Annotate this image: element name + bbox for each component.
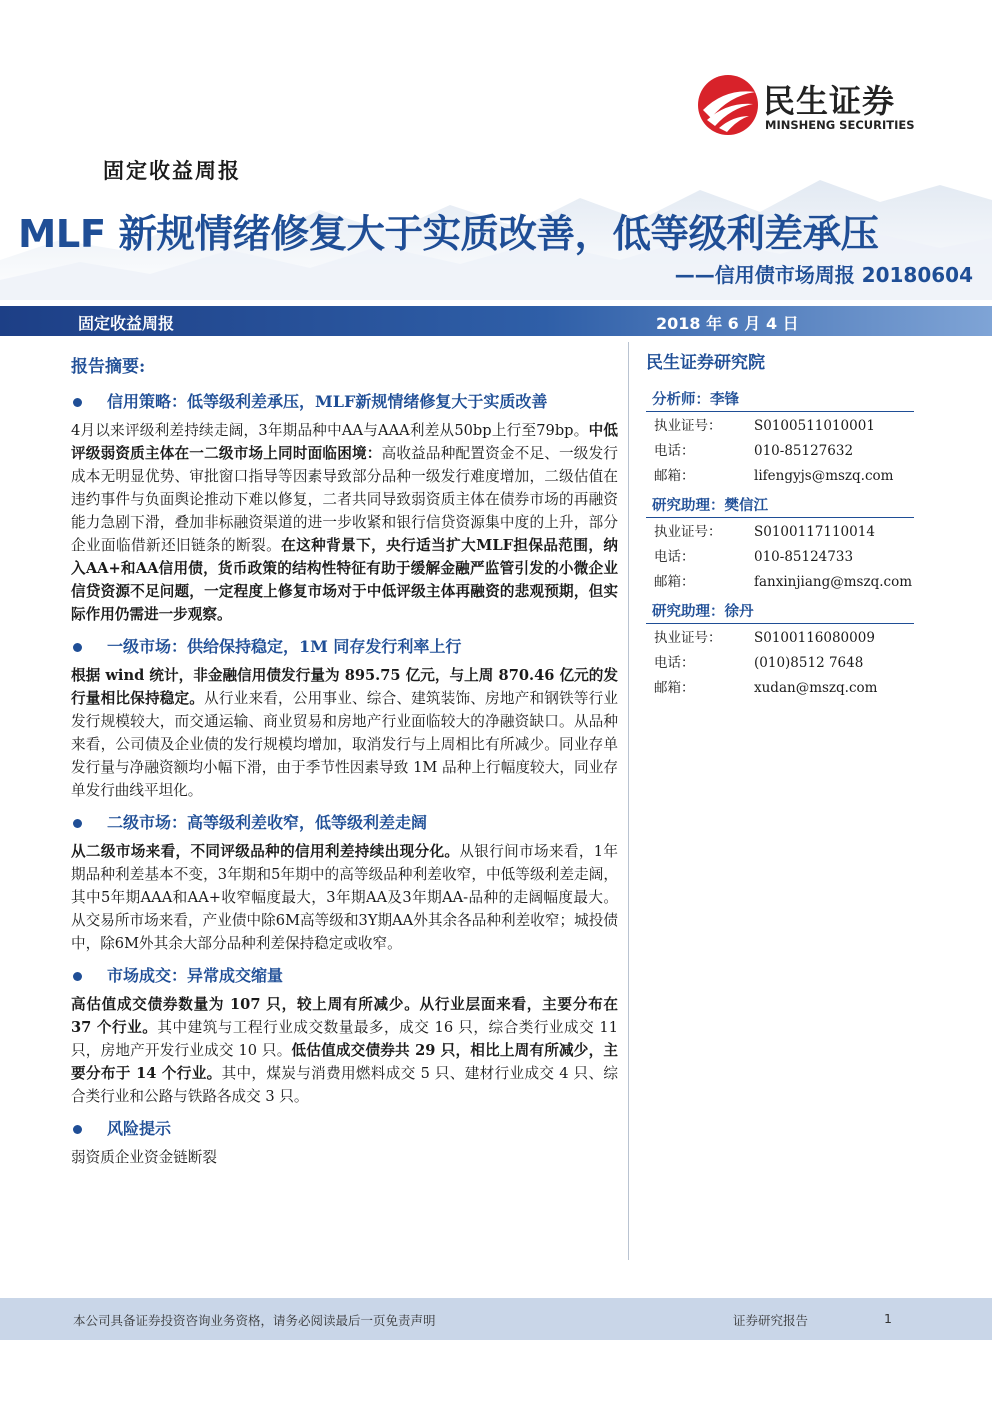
section-heading: [71, 389, 618, 415]
section-heading-text: 一级市场：供给保持稳定，1M 同存发行利率上行: [107, 637, 462, 656]
summary-title: 报告摘要:: [71, 357, 146, 377]
phone-row: [646, 439, 914, 464]
header-band: [0, 306, 992, 336]
email-address[interactable]: xudan@mszq.com: [754, 680, 878, 696]
analyst-card: [646, 388, 914, 489]
footer-report-type: 证券研究报告: [733, 1313, 809, 1328]
email-label: 邮箱：: [654, 574, 695, 590]
phone-row: [646, 651, 914, 676]
email-row: [646, 676, 914, 701]
band-category: 固定收益周报: [78, 314, 175, 333]
license-number: S0100511010001: [754, 418, 875, 434]
section-heading: [71, 810, 618, 836]
band-date: 2018 年 6 月 4 日: [656, 314, 799, 333]
section-heading-text: 信用策略：低等级利差承压，MLF新规情绪修复大于实质改善: [107, 392, 548, 411]
phone-label: 电话：: [654, 655, 695, 671]
text-run: 高收益品种配置资金不足、一级发行成本无明显优势、审批窗口指导等因素导致部分品种一级发行难度增加，二级估值在违约事件与负面舆论推动下难以修复，二者共同导致弱资质主体在债券市场的再融资能力急剧下滑，叠加非标融资渠道的进一步收紧和银行信贷资源集中度的上升，部分企业面临借新还旧链条的断裂。: [71, 445, 618, 554]
text-run-bold: 根据 wind 统计，非金融信用债发行量为 895.75 亿元，与上周 870.46 亿元的发行量相比保持稳定。: [71, 667, 618, 707]
analyst-name: 分析师：李锋: [646, 388, 914, 412]
text-run: 其中建筑与工程行业成交数量最多，成交 16 只，综合类行业成交 11 只，房地产开发行业成交 10 只。: [71, 1019, 618, 1059]
email-address[interactable]: lifengyjs@mszq.com: [754, 468, 894, 484]
license-row: [646, 414, 914, 439]
section-heading: [71, 634, 618, 660]
license-row: [646, 626, 914, 651]
report-summary: [71, 352, 618, 1177]
assistant-name: 研究助理：樊信江: [646, 494, 914, 518]
section-heading: [71, 1116, 618, 1142]
phone-number: (010)8512 7648: [754, 655, 864, 671]
section-heading-text: 市场成交：异常成交缩量: [107, 966, 284, 985]
logo-name-cn: 民生证券: [763, 82, 896, 120]
phone-number: 010-85127632: [754, 443, 854, 459]
footer-disclaimer: 本公司具备证券投资咨询业务资格，请务必阅读最后一页免责声明: [73, 1313, 436, 1328]
section-paragraph: [71, 840, 618, 955]
license-number: S0100117110014: [754, 524, 875, 540]
bullet-dot-icon: [73, 819, 82, 828]
text-run: 其中，煤炭与消费用燃料成交 5 只、建材行业成交 4 只、综合类行业和公路与铁路各成交 3 只。: [71, 1065, 618, 1105]
assistant-name: 研究助理：徐丹: [646, 600, 914, 624]
company-logo: [697, 74, 927, 138]
license-label: 执业证号：: [654, 418, 722, 434]
phone-label: 电话：: [654, 549, 695, 565]
text-run: 弱资质企业资金链断裂: [71, 1149, 217, 1166]
assistant-card: [646, 494, 914, 595]
text-run-bold: 中低评级弱资质主体在一二级市场上同时面临困境：: [71, 422, 618, 462]
assistant-card: [646, 600, 914, 701]
bullet-dot-icon: [73, 972, 82, 981]
bullet-dot-icon: [73, 643, 82, 652]
bullet-dot-icon: [73, 1125, 82, 1134]
text-run-bold: 高估值成交债券数量为 107 只，较上周有所减少。从行业层面来看，主要分布在 37 个行业。: [71, 996, 618, 1036]
logo-name-en: MINSHENG SECURITIES: [765, 118, 915, 132]
section-heading: [71, 963, 618, 989]
email-label: 邮箱：: [654, 468, 695, 484]
license-label: 执业证号：: [654, 630, 722, 646]
section-paragraph: [71, 993, 618, 1108]
section-paragraph: [71, 664, 618, 802]
license-label: 执业证号：: [654, 524, 722, 540]
text-run-bold: 从二级市场来看，不同评级品种的信用利差持续出现分化。: [71, 843, 460, 860]
text-run: 从银行间市场来看，1年期品种利差基本不变，3年期和5年期中的高等级品种利差收窄，中低等级利差走阔，其中5年期AAA和AA+收窄幅度最大，3年期AA及3年期AA-品种的走阔幅度最大。从交易所市场来看，产业债中除6M高等级和3Y期AA外其余各品种利差收窄；城投债中，除6M外其余大部分品种利差保持稳定或收窄。: [71, 843, 618, 952]
institute-name: 民生证券研究院: [646, 353, 765, 373]
text-run-bold: 在这种背景下，央行适当扩大MLF担保品范围，纳入AA+和AA信用债，货币政策的结构性特征有助于缓解金融严监管引发的小微企业信贷资源不足问题，一定程度上修复市场对于中低评级主体再融资的悲观预期，但实际作用仍需进一步观察。: [71, 537, 618, 623]
text-run: 4月以来评级利差持续走阔，3年期品种中AA与AAA利差从50bp上行至79bp。: [71, 422, 589, 439]
email-row: [646, 464, 914, 489]
section-heading-text: 二级市场：高等级利差收窄，低等级利差走阔: [107, 813, 428, 832]
column-divider: [628, 342, 629, 1260]
page-footer: [0, 1298, 992, 1340]
email-label: 邮箱：: [654, 680, 695, 696]
report-title: MLF 新规情绪修复大于实质改善，低等级利差承压: [18, 212, 879, 257]
license-number: S0100116080009: [754, 630, 875, 646]
license-row: [646, 520, 914, 545]
text-run: 从行业来看，公用事业、综合、建筑装饰、房地产和钢铁等行业发行规模较大，而交通运输、商业贸易和房地产行业面临较大的净融资缺口。从品种来看，公司债及企业债的发行规模均增加，取消发行与上周相比有所减少。同业存单发行量与净融资额均小幅下滑，由于季节性因素导致 1M 品种上行幅度较大，同业存单发行曲线平坦化。: [71, 690, 618, 799]
email-address[interactable]: fanxinjiang@mszq.com: [754, 574, 913, 590]
research-team: [646, 350, 914, 706]
section-paragraph: [71, 419, 618, 626]
bullet-dot-icon: [73, 398, 82, 407]
phone-number: 010-85124733: [754, 549, 854, 565]
section-heading-text: 风险提示: [107, 1119, 172, 1138]
page-number: 1: [884, 1311, 892, 1326]
phone-label: 电话：: [654, 443, 695, 459]
text-run-bold: 低估值成交债券共 29 只，相比上周有所减少，主要分布于 14 个行业。: [71, 1042, 618, 1082]
document-type: 固定收益周报: [103, 158, 241, 183]
phone-row: [646, 545, 914, 570]
email-row: [646, 570, 914, 595]
section-paragraph: [71, 1146, 618, 1169]
minsheng-logo-icon: [697, 74, 759, 136]
report-subtitle: ——信用债市场周报 20180604: [674, 263, 973, 287]
